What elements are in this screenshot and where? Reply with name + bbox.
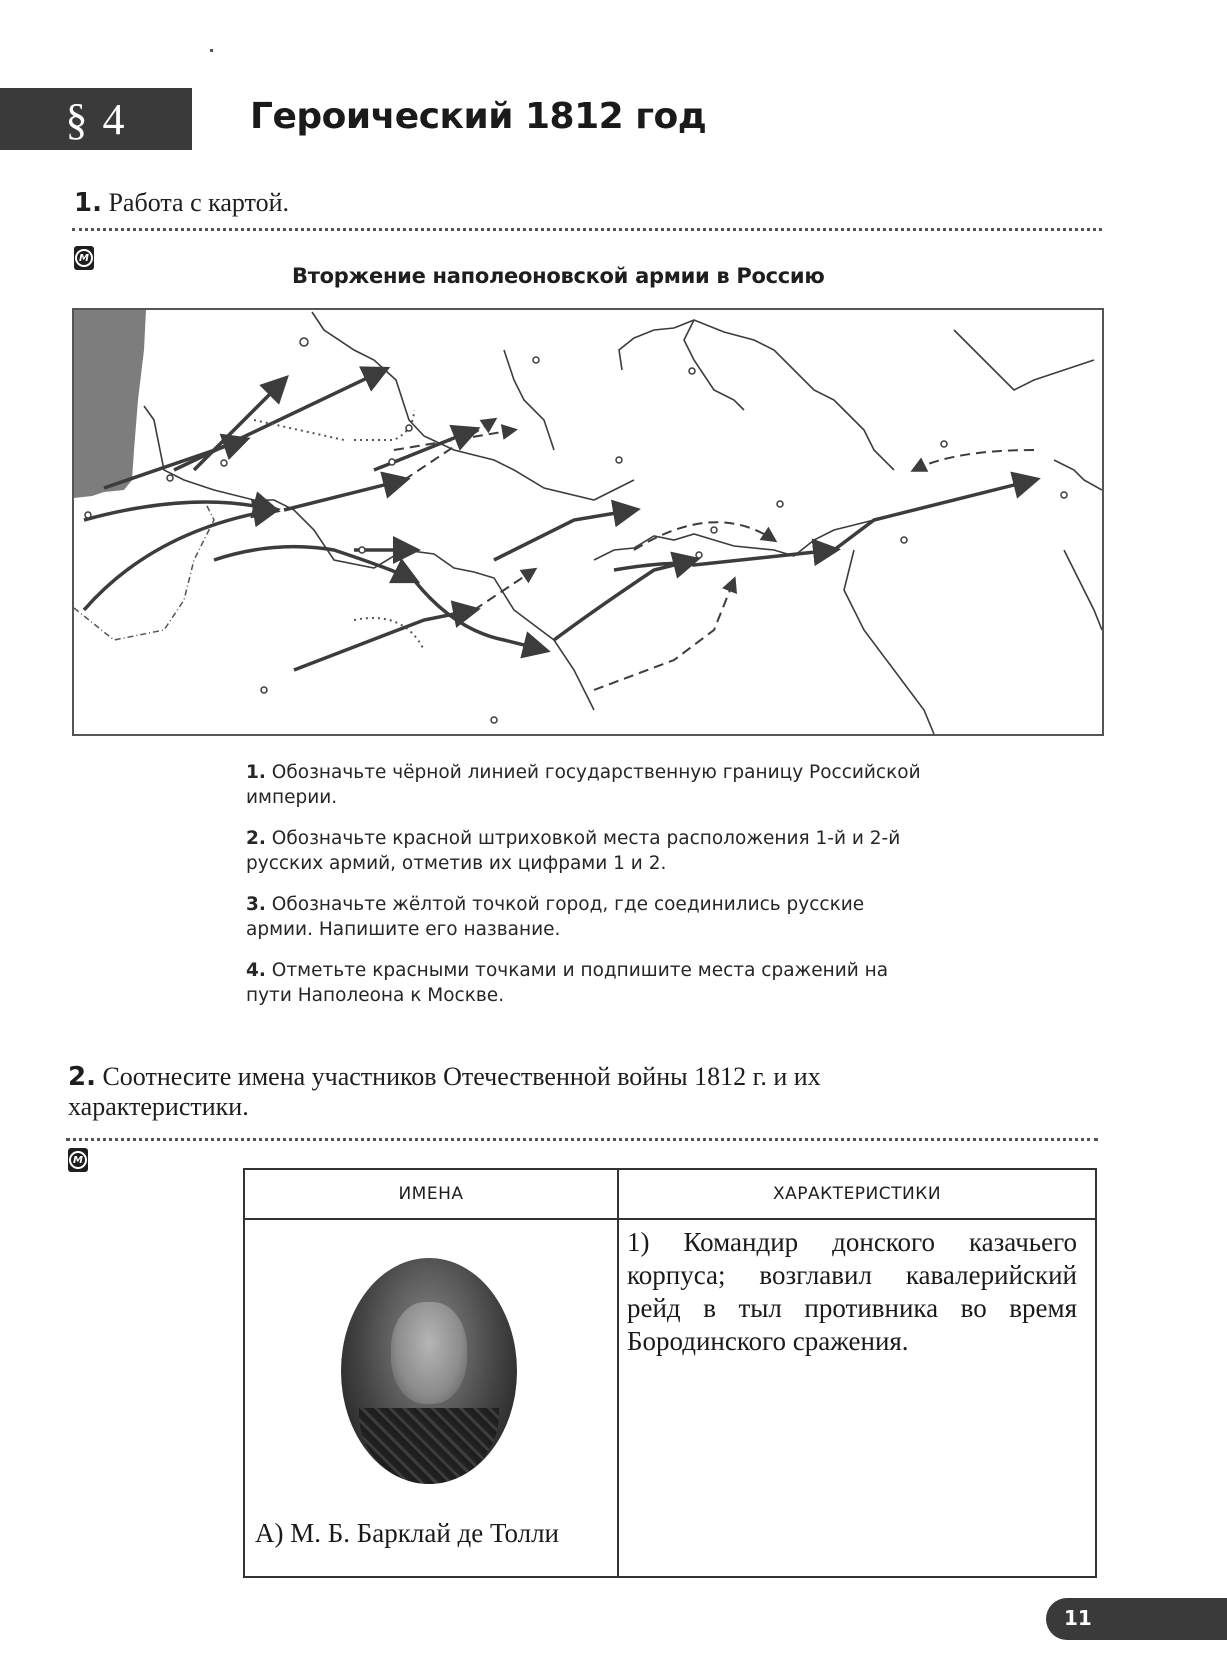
task1-number: 1. (74, 188, 102, 218)
scan-speck (210, 49, 213, 52)
chapter-title: Героический 1812 год (250, 96, 707, 137)
portrait-face (391, 1302, 467, 1404)
portrait-uniform (359, 1408, 499, 1484)
map-instructions (246, 760, 926, 1024)
map-napoleon-invasion (72, 308, 1104, 736)
task2-number: 2. (68, 1062, 96, 1092)
sea-area (74, 310, 146, 498)
task2-title: Соотнесите имена участников Отечественной войны 1812 г. и их характеристики. (68, 1062, 821, 1121)
portrait-barclay-de-tolly (341, 1258, 517, 1484)
characteristic-item: 1) Командир донского казачьего корпуса; возглавил кавалерийский рейд в тыл противника во время Бородинского сражения. (627, 1227, 1077, 1356)
m-marker-icon: M (74, 246, 94, 270)
map-drawing (74, 310, 1102, 734)
divider-dotted (72, 228, 1102, 231)
column-header-names: ИМЕНА (245, 1170, 617, 1220)
instruction-item: 2. Обозначьте красной штриховкой места расположения 1-й и 2-й русских армий, отметив их цифрами 1 и 2. (246, 828, 901, 874)
page-number: 11 (1064, 1606, 1092, 1630)
name-item: А) М. Б. Барклай де Толли (255, 1518, 559, 1548)
map-title: Вторжение наполеоновской армии в Россию (292, 264, 825, 288)
instruction-item: 3. Обозначьте жёлтой точкой город, где соединились русские армии. Напишите его название. (246, 894, 865, 940)
column-divider (617, 1170, 619, 1576)
paragraph-badge: § 4 (0, 88, 192, 150)
divider-dotted (66, 1138, 1098, 1141)
instruction-item: 1. Обозначьте чёрной линией государственную границу Российской империи. (246, 762, 921, 808)
task1-heading (74, 188, 289, 218)
m-marker-icon: M (68, 1148, 88, 1172)
task2-heading (68, 1062, 928, 1122)
instruction-item: 4. Отметьте красными точками и подпишите места сражений на пути Наполеона к Москве. (246, 960, 889, 1006)
task1-title: Работа с картой. (108, 188, 289, 217)
matching-table (243, 1168, 1097, 1578)
column-header-characteristics: ХАРАКТЕРИСТИКИ (619, 1170, 1095, 1220)
